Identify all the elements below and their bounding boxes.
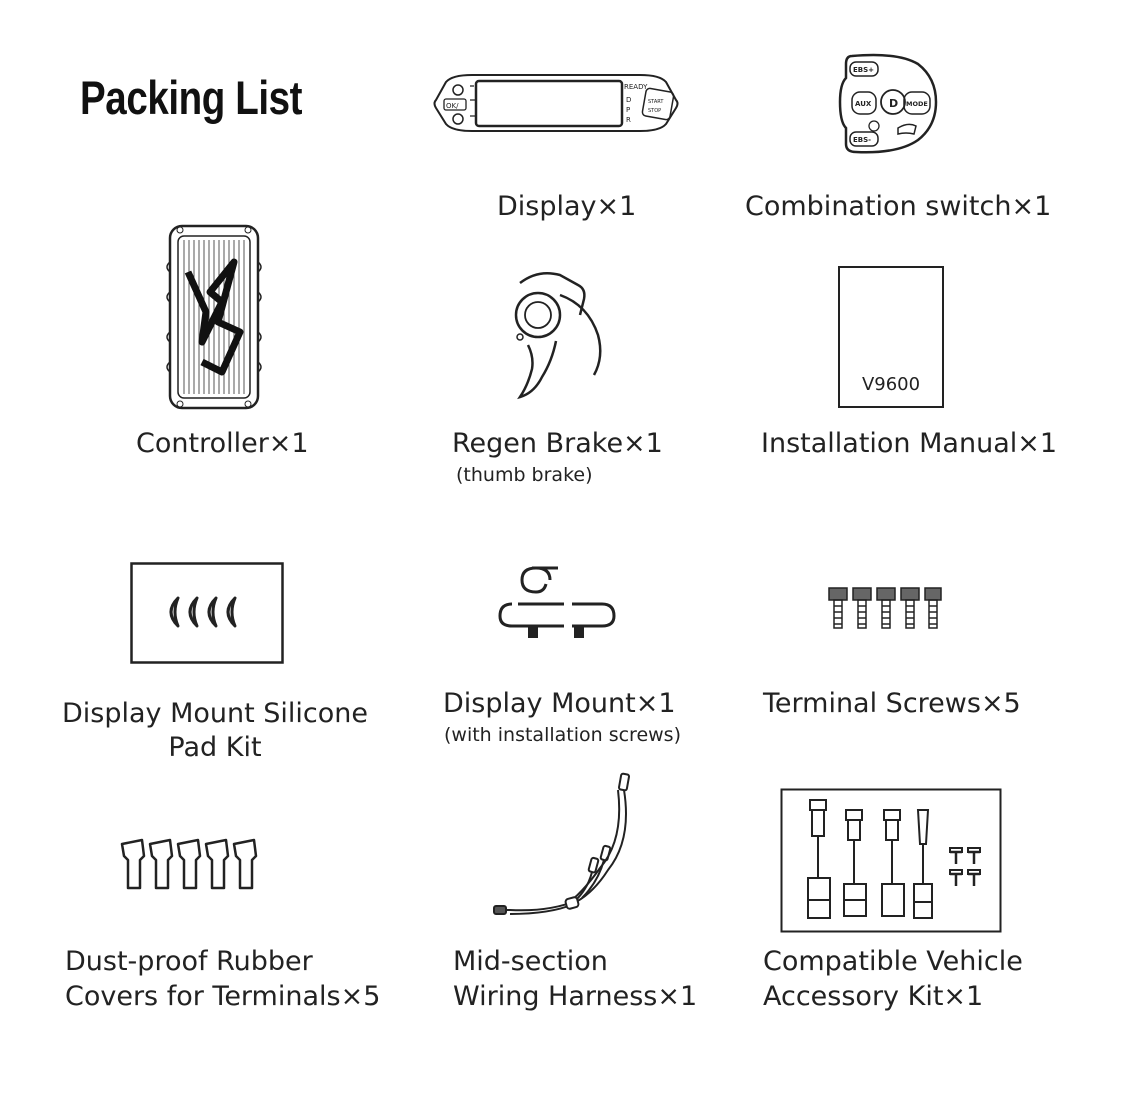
display-ready-text: READY — [624, 83, 648, 91]
display-gear-p-text: P — [626, 106, 631, 114]
regen-brake-label: Regen Brake×1 — [452, 428, 663, 459]
page-title: Packing List — [80, 71, 303, 124]
combination-switch-label: Combination switch×1 — [745, 191, 1052, 222]
display-mount-note: (with installation screws) — [444, 724, 681, 746]
switch-ebs-minus-text: EBS- — [853, 136, 872, 144]
display-gear-r-text: R — [626, 116, 631, 124]
display-label: Display×1 — [497, 191, 637, 222]
installation-manual-label: Installation Manual×1 — [761, 428, 1058, 459]
controller-icon — [162, 222, 266, 412]
silicone-pad-label-line1: Display Mount Silicone — [61, 698, 369, 729]
switch-aux-text: AUX — [855, 100, 872, 108]
accessory-kit-icon — [780, 788, 1002, 934]
manual-booklet-icon — [838, 266, 944, 408]
accessory-kit-label-line1: Compatible Vehicle — [763, 946, 1023, 977]
terminal-screws-label: Terminal Screws×5 — [763, 688, 1021, 719]
display-mount-label: Display Mount×1 — [443, 688, 676, 719]
combination-switch-icon — [838, 52, 938, 156]
switch-mode-text: MODE — [906, 100, 928, 108]
controller-label: Controller×1 — [136, 428, 309, 459]
accessory-kit-label-line2: Accessory Kit×1 — [763, 981, 984, 1012]
regen-brake-note: (thumb brake) — [456, 464, 593, 486]
silicone-pad-label-line2: Pad Kit — [168, 732, 262, 763]
display-ok-text: OK/ — [446, 102, 459, 110]
display-stop-text: STOP — [648, 108, 662, 114]
display-mount-icon — [496, 562, 618, 642]
switch-d-text: D — [889, 97, 899, 110]
silicone-pad-kit-icon — [130, 562, 284, 664]
thumb-brake-icon — [498, 265, 610, 403]
rubber-covers-icon — [118, 838, 262, 892]
rubber-covers-label-line2: Covers for Terminals×5 — [65, 981, 381, 1012]
display-unit-icon — [432, 72, 680, 134]
display-gear-d-text: D — [626, 96, 632, 104]
rubber-covers-label-line1: Dust-proof Rubber — [65, 946, 313, 977]
wiring-harness-icon — [490, 770, 640, 920]
wiring-harness-label-line2: Wiring Harness×1 — [453, 981, 698, 1012]
manual-cover-text: V9600 — [861, 374, 921, 395]
terminal-screws-icon — [827, 586, 943, 632]
wiring-harness-label-line1: Mid-section — [453, 946, 608, 977]
display-start-text: START — [648, 99, 664, 105]
switch-ebs-plus-text: EBS+ — [853, 66, 875, 74]
